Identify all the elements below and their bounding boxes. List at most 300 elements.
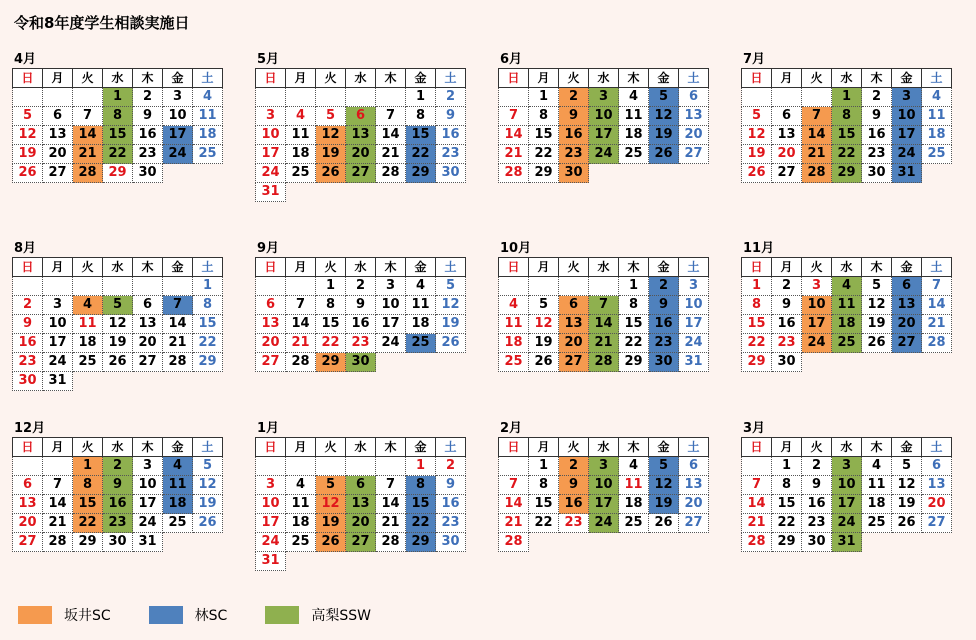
day-cell: 3 <box>133 457 163 476</box>
week-row <box>13 372 223 391</box>
week-row <box>499 533 709 552</box>
day-cell: 19 <box>649 495 679 514</box>
day-cell: 18 <box>862 495 892 514</box>
empty-cell <box>376 88 406 107</box>
day-cell: 1 <box>772 457 802 476</box>
month-name: 9月 <box>257 241 280 256</box>
weekday-header: 日 <box>256 258 286 277</box>
day-cell: 13 <box>13 495 43 514</box>
day-cell: 5 <box>529 296 559 315</box>
day-cell: 24 <box>892 145 922 164</box>
day-cell: 21 <box>43 514 73 533</box>
day-cell: 10 <box>802 296 832 315</box>
weekday-header: 火 <box>73 258 103 277</box>
month-calendar <box>255 52 479 202</box>
empty-cell <box>529 277 559 296</box>
day-cell: 10 <box>43 315 73 334</box>
day-cell: 7 <box>376 476 406 495</box>
page-title: 令和8年度学生相談実施日 <box>14 14 190 32</box>
weekday-header: 木 <box>619 69 649 88</box>
week-row <box>742 296 952 315</box>
week-row <box>256 126 466 145</box>
day-cell: 14 <box>499 126 529 145</box>
day-cell: 10 <box>679 296 709 315</box>
day-cell: 30 <box>649 353 679 372</box>
day-cell: 26 <box>862 334 892 353</box>
day-cell: 15 <box>742 315 772 334</box>
day-cell: 16 <box>559 126 589 145</box>
day-cell: 9 <box>103 476 133 495</box>
day-cell: 27 <box>679 145 709 164</box>
day-cell: 30 <box>103 533 133 552</box>
weekday-header: 土 <box>679 258 709 277</box>
day-cell: 14 <box>376 126 406 145</box>
day-cell: 9 <box>13 315 43 334</box>
blank-cell <box>163 164 193 183</box>
day-cell: 25 <box>286 533 316 552</box>
blank-cell <box>103 372 133 391</box>
weekday-header: 土 <box>679 69 709 88</box>
day-cell: 5 <box>892 457 922 476</box>
day-cell: 7 <box>286 296 316 315</box>
day-cell: 5 <box>193 457 223 476</box>
week-row <box>256 315 466 334</box>
day-cell: 3 <box>802 277 832 296</box>
day-cell: 28 <box>742 533 772 552</box>
weekday-header: 火 <box>802 258 832 277</box>
day-cell: 12 <box>862 296 892 315</box>
day-cell: 29 <box>316 353 346 372</box>
day-cell: 18 <box>286 145 316 164</box>
weekday-header: 日 <box>13 69 43 88</box>
month-calendar <box>741 241 965 372</box>
weekday-header: 日 <box>256 438 286 457</box>
day-cell: 26 <box>103 353 133 372</box>
blank-cell <box>436 552 466 571</box>
day-cell: 23 <box>346 334 376 353</box>
day-cell: 15 <box>529 126 559 145</box>
legend-label-takanashi: 高梨SSW <box>311 608 371 624</box>
day-cell: 3 <box>43 296 73 315</box>
blank-cell <box>589 533 619 552</box>
empty-cell <box>316 88 346 107</box>
day-cell: 24 <box>802 334 832 353</box>
day-cell: 29 <box>406 164 436 183</box>
day-cell: 31 <box>256 552 286 571</box>
day-cell: 14 <box>589 315 619 334</box>
day-cell: 30 <box>346 353 376 372</box>
day-cell: 23 <box>436 145 466 164</box>
day-cell: 6 <box>256 296 286 315</box>
week-row <box>13 476 223 495</box>
day-cell: 9 <box>862 107 892 126</box>
day-cell: 3 <box>679 277 709 296</box>
day-cell: 1 <box>832 88 862 107</box>
weekday-header: 金 <box>406 438 436 457</box>
day-cell: 10 <box>589 476 619 495</box>
weekday-header: 木 <box>862 258 892 277</box>
week-row <box>742 533 952 552</box>
day-cell: 11 <box>832 296 862 315</box>
blank-cell <box>649 533 679 552</box>
day-cell: 8 <box>193 296 223 315</box>
weekday-header: 火 <box>559 438 589 457</box>
week-row <box>499 126 709 145</box>
day-cell: 17 <box>892 126 922 145</box>
weekday-header: 火 <box>316 258 346 277</box>
week-row <box>13 164 223 183</box>
day-cell: 21 <box>376 514 406 533</box>
day-cell: 24 <box>256 533 286 552</box>
day-cell: 26 <box>316 164 346 183</box>
weekday-header: 月 <box>529 69 559 88</box>
empty-cell <box>13 88 43 107</box>
day-cell: 1 <box>193 277 223 296</box>
empty-cell <box>802 88 832 107</box>
day-cell: 29 <box>529 164 559 183</box>
day-cell: 11 <box>193 107 223 126</box>
blank-cell <box>892 533 922 552</box>
day-cell: 16 <box>103 495 133 514</box>
day-cell: 18 <box>499 334 529 353</box>
day-cell: 13 <box>679 107 709 126</box>
week-row <box>256 164 466 183</box>
weekday-header: 土 <box>922 438 952 457</box>
month-calendar <box>12 52 236 183</box>
empty-cell <box>256 88 286 107</box>
blank-cell <box>376 552 406 571</box>
day-cell: 5 <box>103 296 133 315</box>
day-cell: 11 <box>619 107 649 126</box>
day-cell: 1 <box>529 457 559 476</box>
empty-cell <box>499 457 529 476</box>
day-cell: 13 <box>922 476 952 495</box>
day-cell: 20 <box>892 315 922 334</box>
day-cell: 17 <box>133 495 163 514</box>
week-row <box>256 495 466 514</box>
weekday-header: 日 <box>499 438 529 457</box>
day-cell: 13 <box>346 495 376 514</box>
weekday-header: 土 <box>193 69 223 88</box>
day-cell: 18 <box>73 334 103 353</box>
month-calendar <box>498 241 722 372</box>
day-cell: 15 <box>193 315 223 334</box>
day-cell: 27 <box>922 514 952 533</box>
weekday-header: 木 <box>619 258 649 277</box>
day-cell: 5 <box>742 107 772 126</box>
weekday-header: 月 <box>43 438 73 457</box>
month-calendar <box>498 421 722 552</box>
day-cell: 13 <box>559 315 589 334</box>
day-cell: 22 <box>193 334 223 353</box>
day-cell: 1 <box>73 457 103 476</box>
day-cell: 21 <box>163 334 193 353</box>
empty-cell <box>286 457 316 476</box>
day-cell: 6 <box>43 107 73 126</box>
blank-cell <box>436 353 466 372</box>
weekday-header: 月 <box>43 69 73 88</box>
day-cell: 15 <box>103 126 133 145</box>
day-cell: 30 <box>436 533 466 552</box>
day-cell: 19 <box>316 514 346 533</box>
blank-cell <box>193 164 223 183</box>
week-row <box>742 126 952 145</box>
weekday-header: 火 <box>559 258 589 277</box>
day-cell: 31 <box>832 533 862 552</box>
day-cell: 2 <box>133 88 163 107</box>
empty-cell <box>589 277 619 296</box>
week-row <box>13 353 223 372</box>
day-cell: 8 <box>772 476 802 495</box>
day-cell: 19 <box>742 145 772 164</box>
day-cell: 2 <box>802 457 832 476</box>
weekday-header: 水 <box>832 258 862 277</box>
day-cell: 22 <box>772 514 802 533</box>
weekday-header: 水 <box>589 258 619 277</box>
month-name: 1月 <box>257 421 280 436</box>
empty-cell <box>286 88 316 107</box>
day-cell: 31 <box>892 164 922 183</box>
day-cell: 19 <box>316 145 346 164</box>
weekday-header: 日 <box>13 258 43 277</box>
day-cell: 20 <box>346 145 376 164</box>
day-cell: 4 <box>193 88 223 107</box>
day-cell: 8 <box>832 107 862 126</box>
blank-cell <box>922 164 952 183</box>
weekday-header: 木 <box>376 438 406 457</box>
day-cell: 14 <box>163 315 193 334</box>
week-row <box>256 533 466 552</box>
empty-cell <box>13 457 43 476</box>
day-cell: 4 <box>922 88 952 107</box>
weekday-header: 木 <box>133 438 163 457</box>
day-cell: 10 <box>163 107 193 126</box>
day-cell: 2 <box>346 277 376 296</box>
blank-cell <box>163 533 193 552</box>
day-cell: 12 <box>649 107 679 126</box>
weekday-header: 木 <box>619 438 649 457</box>
day-cell: 2 <box>559 457 589 476</box>
day-cell: 11 <box>862 476 892 495</box>
empty-cell <box>499 88 529 107</box>
week-row <box>13 533 223 552</box>
day-cell: 30 <box>802 533 832 552</box>
weekday-header: 火 <box>73 69 103 88</box>
weekday-header: 土 <box>436 438 466 457</box>
weekday-header: 木 <box>376 69 406 88</box>
empty-cell <box>43 277 73 296</box>
week-row <box>13 88 223 107</box>
day-cell: 28 <box>589 353 619 372</box>
legend <box>18 605 409 625</box>
weekday-header: 金 <box>163 69 193 88</box>
day-cell: 8 <box>73 476 103 495</box>
day-cell: 28 <box>376 533 406 552</box>
month-table <box>12 437 223 552</box>
day-cell: 25 <box>286 164 316 183</box>
blank-cell <box>679 164 709 183</box>
weekday-header: 月 <box>286 258 316 277</box>
week-row <box>13 296 223 315</box>
day-cell: 27 <box>772 164 802 183</box>
week-row <box>13 457 223 476</box>
day-cell: 29 <box>406 533 436 552</box>
day-cell: 18 <box>286 514 316 533</box>
weekday-header: 金 <box>892 69 922 88</box>
day-cell: 6 <box>346 476 376 495</box>
day-cell: 17 <box>256 514 286 533</box>
weekday-header: 火 <box>316 438 346 457</box>
weekday-header: 火 <box>802 69 832 88</box>
day-cell: 15 <box>73 495 103 514</box>
day-cell: 18 <box>163 495 193 514</box>
month-table <box>255 437 466 571</box>
day-cell: 18 <box>406 315 436 334</box>
week-row <box>13 277 223 296</box>
day-cell: 2 <box>436 88 466 107</box>
day-cell: 29 <box>832 164 862 183</box>
day-cell: 16 <box>133 126 163 145</box>
month-table <box>498 437 709 552</box>
month-calendar <box>255 241 479 372</box>
day-cell: 25 <box>832 334 862 353</box>
day-cell: 6 <box>892 277 922 296</box>
day-cell: 25 <box>619 145 649 164</box>
day-cell: 27 <box>256 353 286 372</box>
day-cell: 6 <box>133 296 163 315</box>
weekday-header: 金 <box>406 258 436 277</box>
weekday-header: 木 <box>133 258 163 277</box>
month-name: 7月 <box>743 52 766 67</box>
day-cell: 22 <box>316 334 346 353</box>
weekday-header: 水 <box>832 69 862 88</box>
day-cell: 22 <box>103 145 133 164</box>
day-cell: 12 <box>316 495 346 514</box>
day-cell: 18 <box>193 126 223 145</box>
blank-cell <box>376 183 406 202</box>
day-cell: 1 <box>529 88 559 107</box>
day-cell: 14 <box>73 126 103 145</box>
day-cell: 9 <box>436 476 466 495</box>
day-cell: 7 <box>376 107 406 126</box>
day-cell: 21 <box>802 145 832 164</box>
day-cell: 14 <box>742 495 772 514</box>
day-cell: 3 <box>256 107 286 126</box>
weekday-header: 火 <box>73 438 103 457</box>
week-row <box>256 334 466 353</box>
month-table <box>741 437 952 552</box>
day-cell: 26 <box>649 145 679 164</box>
day-cell: 22 <box>73 514 103 533</box>
day-cell: 25 <box>499 353 529 372</box>
day-cell: 6 <box>772 107 802 126</box>
day-cell: 12 <box>193 476 223 495</box>
day-cell: 16 <box>436 126 466 145</box>
day-cell: 22 <box>529 514 559 533</box>
week-row <box>499 334 709 353</box>
day-cell: 20 <box>346 514 376 533</box>
day-cell: 19 <box>103 334 133 353</box>
day-cell: 19 <box>13 145 43 164</box>
day-cell: 16 <box>559 495 589 514</box>
day-cell: 24 <box>679 334 709 353</box>
day-cell: 7 <box>73 107 103 126</box>
weekday-header: 水 <box>832 438 862 457</box>
day-cell: 19 <box>892 495 922 514</box>
weekday-header: 土 <box>922 69 952 88</box>
day-cell: 10 <box>892 107 922 126</box>
weekday-header: 月 <box>772 258 802 277</box>
weekday-header: 金 <box>892 258 922 277</box>
day-cell: 1 <box>103 88 133 107</box>
day-cell: 2 <box>103 457 133 476</box>
day-cell: 23 <box>772 334 802 353</box>
day-cell: 11 <box>406 296 436 315</box>
week-row <box>499 315 709 334</box>
empty-cell <box>499 277 529 296</box>
weekday-header: 日 <box>256 69 286 88</box>
blank-cell <box>193 372 223 391</box>
day-cell: 15 <box>832 126 862 145</box>
month-name: 8月 <box>14 241 37 256</box>
empty-cell <box>346 457 376 476</box>
day-cell: 24 <box>589 145 619 164</box>
day-cell: 29 <box>103 164 133 183</box>
day-cell: 20 <box>559 334 589 353</box>
blank-cell <box>619 164 649 183</box>
day-cell: 18 <box>832 315 862 334</box>
day-cell: 28 <box>802 164 832 183</box>
empty-cell <box>133 277 163 296</box>
blank-cell <box>922 533 952 552</box>
day-cell: 21 <box>589 334 619 353</box>
day-cell: 17 <box>163 126 193 145</box>
day-cell: 29 <box>742 353 772 372</box>
blank-cell <box>802 353 832 372</box>
blank-cell <box>589 164 619 183</box>
empty-cell <box>73 88 103 107</box>
weekday-header: 日 <box>499 69 529 88</box>
week-row <box>499 164 709 183</box>
day-cell: 28 <box>43 533 73 552</box>
week-row <box>742 457 952 476</box>
month-table <box>255 257 466 372</box>
weekday-header: 木 <box>862 438 892 457</box>
day-cell: 6 <box>679 88 709 107</box>
day-cell: 18 <box>922 126 952 145</box>
weekday-header: 木 <box>133 69 163 88</box>
week-row <box>13 334 223 353</box>
week-row <box>256 277 466 296</box>
legend-item-hayashi <box>149 605 228 625</box>
month-table <box>498 257 709 372</box>
week-row <box>499 88 709 107</box>
week-row <box>13 107 223 126</box>
day-cell: 26 <box>13 164 43 183</box>
blank-cell <box>922 353 952 372</box>
week-row <box>742 353 952 372</box>
month-table <box>12 257 223 391</box>
weekday-header: 水 <box>103 69 133 88</box>
blank-cell <box>346 552 376 571</box>
day-cell: 16 <box>346 315 376 334</box>
month-calendar <box>741 421 965 552</box>
day-cell: 17 <box>43 334 73 353</box>
day-cell: 7 <box>742 476 772 495</box>
blank-cell <box>346 183 376 202</box>
day-cell: 9 <box>133 107 163 126</box>
day-cell: 21 <box>499 514 529 533</box>
